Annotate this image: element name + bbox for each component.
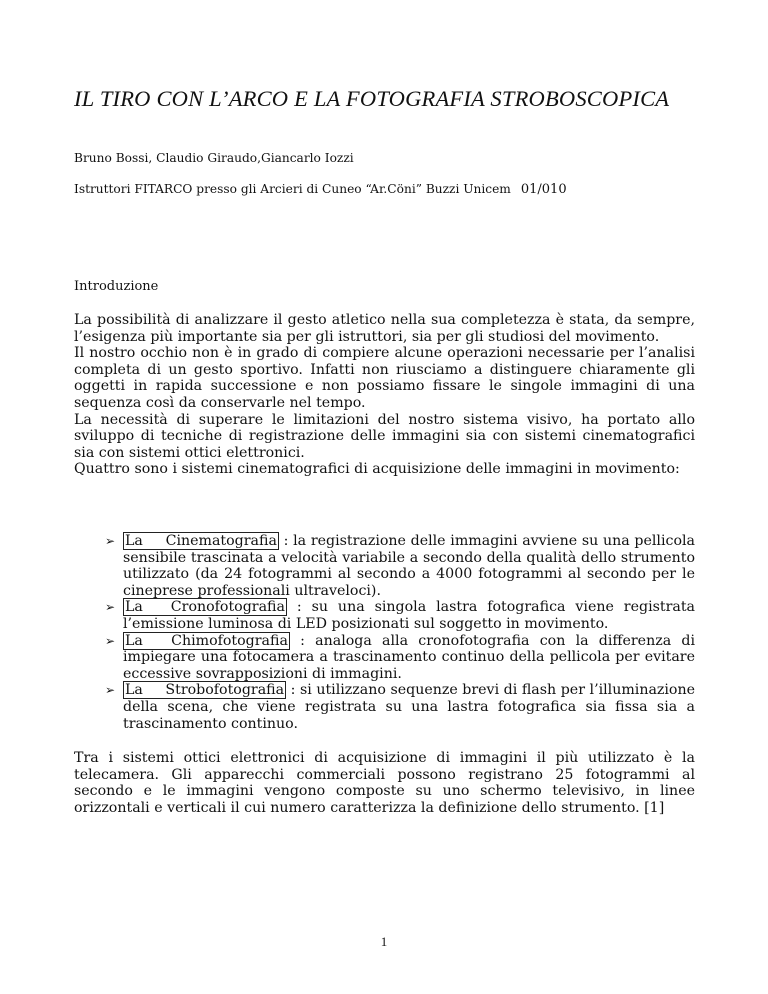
intro-paragraph: Il nostro occhio non è in grado di compiere alcune operazioni necessarie per l’analisi completa di un gesto sportivo. Infatti non riusciamo a distinguere chiaramente gli oggetti in rapida successione e non possiamo fissare le singole immagini di una sequenza così da conservarle nel tempo. [74,345,695,411]
affiliation-code: 01/010 [520,182,567,197]
closing-paragraph: Tra i sistemi ottici elettronici di acquisizione di immagini il più utilizzato è la telecamera. Gli apparecchi commerciali possono registrano 25 fotogrammi al secondo e le immagini vengono composte su uno schermo televisivo, in linee orizzontali e verticali il cui numero caratterizza la definizione dello strumento. [1] [74,750,695,816]
list-item-term: La Cronofotografia [125,599,285,616]
intro-paragraph: La necessità di superare le limitazioni del nostro sistema visivo, ha portato allo sviluppo di tecniche di registrazione delle immagini sia con sistemi cinematografici sia con sistemi ottici elettronici. [74,411,695,461]
arrowhead-bullet-icon: ➢ [105,633,116,648]
intro-paragraph: La possibilità di analizzare il gesto atletico nella sua completezza è stata, da sempre, l’esigenza più importante sia per gli istruttori, sia per gli studiosi del movimento. [74,312,695,345]
list-item [105,633,695,683]
list-item [105,682,695,732]
page-number: 1 [380,934,388,949]
list-item [105,533,695,599]
arrowhead-bullet-icon: ➢ [105,534,116,548]
acquisition-systems-list [105,533,695,732]
arrowhead-bullet-icon: ➢ [105,683,116,698]
affiliation-text: Istruttori FITARCO presso gli Arcieri di Cuneo “Ar.Cöni” Buzzi Unicem [74,182,511,196]
list-item-term: La Strobofotografia [125,682,285,699]
authors-line: Bruno Bossi, Claudio Giraudo,Giancarlo Iozzi [74,151,354,165]
list-item-text: : la registrazione delle immagini avviene su una pellicola sensibile trascinata a velocità variabile a secondo della qualità dello strumento utilizzato (da 24 fotogrammi al secondo a 4000 fotogrammi al secondo per le cineprese professionali ultraveloci). [123,533,695,599]
intro-paragraph: Quattro sono i sistemi cinematografici di acquisizione delle immagini in movimento: [74,461,680,478]
list-item-text: : analoga alla cronofotografia con la differenza di impiegare una fotocamera a trascinamento continuo della pellicola per evitare eccessive sovrapposizioni di immagini. [123,632,695,682]
arrowhead-bullet-icon: ➢ [105,600,116,615]
list-item-term: La Chimofotografia [125,632,288,649]
section-heading: Introduzione [74,279,159,294]
list-item-text: : su una singola lastra fotografica viene registrata l’emissione luminosa di LED posizionati sul soggetto in movimento. [123,599,695,632]
affiliation-line [74,182,567,197]
intro-section [74,312,695,478]
list-item-term: La Cinematografia [125,533,277,549]
list-item-text: : si utilizzano sequenze brevi di flash per l’illuminazione della scena, che viene registrata su una lastra fotografica sia fissa sia a trascinamento continuo. [123,682,696,732]
document-title: IL TIRO CON L’ARCO E LA FOTOGRAFIA STROBOSCOPICA [74,86,670,111]
list-item [105,599,695,632]
